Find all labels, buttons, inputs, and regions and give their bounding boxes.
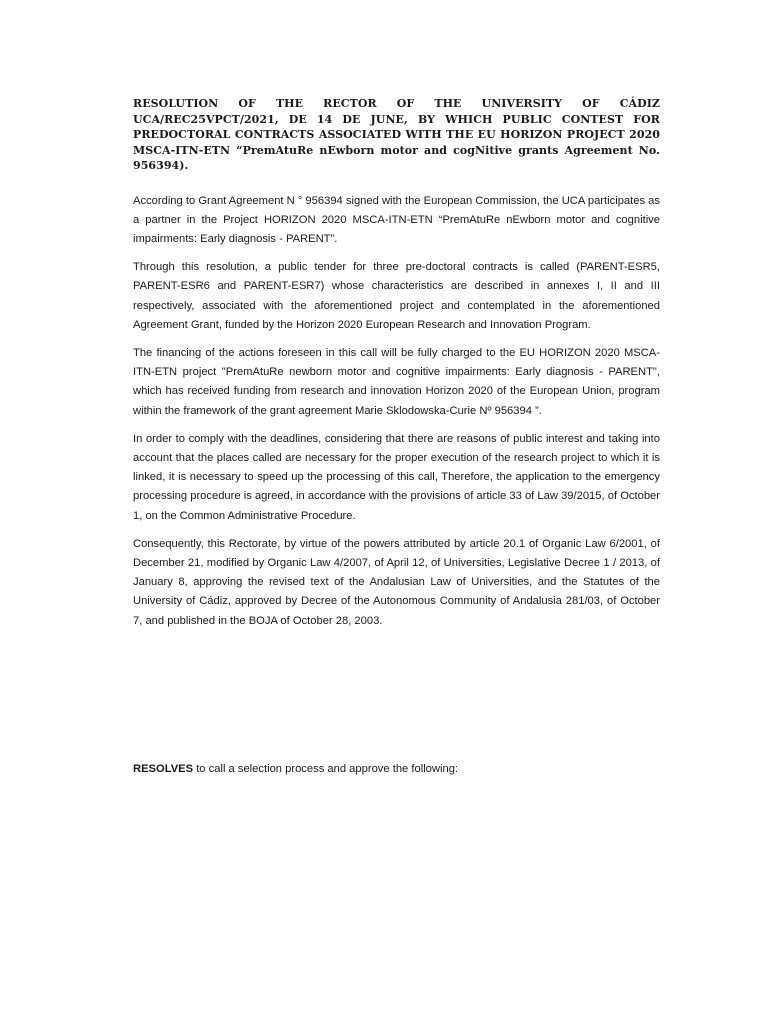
document-title: RESOLUTION OF THE RECTOR OF THE UNIVERSITY OF CÁDIZ UCA/REC25VPCT/2021, DE 14 DE JUNE, BY WHICH PUBLIC CONTEST FOR PREDOCTORAL CONTRACTS ASSOCIATED WITH THE EU HORIZON PROJECT 2020 MSCA-ITN-ETN “PremAtuRe nEwborn motor and cogNitive grants Agreement No. 956394). bbox=[133, 97, 660, 172]
paragraph-deadlines: In order to comply with the deadlines, considering that there are reasons of public interest and taking into account that the places called are necessary for the proper execution of the research project to which it is linked, it is necessary to speed up the processing of this call, Therefore, the application to the emergency processing procedure is agreed, in accordance with the provisions of article 33 of Law 39/2015, of October 1, on the Common Administrative Procedure. bbox=[133, 432, 660, 522]
resolves-label: RESOLVES bbox=[133, 763, 194, 775]
paragraph-financing: The financing of the actions foreseen in this call will be fully charged to the EU HORIZON 2020 MSCA-ITN-ETN project "PremAtuRe newborn motor and cognitive impairments: Early diagnosis - PARENT", which has received funding from research and innovation Horizon 2020 of the European Union, program within the framework of the grant agreement Marie Sklodowska-Curie Nº 956394 ”. bbox=[133, 346, 660, 417]
document-body bbox=[133, 96, 660, 775]
paragraph-public-tender: Through this resolution, a public tender for three pre-doctoral contracts is called (PARENT-ESR5, PARENT-ESR6 and PARENT-ESR7) whose characteristics are described in annexes I, II and III respectively, associated with the aforementioned project and contemplated in the aforementioned Agreement Grant, funded by the Horizon 2020 European Research and Innovation Program. bbox=[133, 261, 660, 331]
resolves-text: to call a selection process and approve the following: bbox=[193, 763, 459, 775]
paragraph-consequently: Consequently, this Rectorate, by virtue of the powers attributed by article 20.1 of Organic Law 6/2001, of December 21, modified by Organic Law 4/2007, of April 12, of Universities, Legislative Decree 1 / 2013, of January 8, approving the revised text of the Andalusian Law of Universities, and the Statutes of the University of Cádiz, approved by Decree of the Autonomous Community of Andalusia 281/03, of October 7, and published in the BOJA of October 28, 2003. bbox=[133, 537, 660, 627]
resolves-statement bbox=[133, 760, 660, 779]
paragraph-grant-agreement: According to Grant Agreement N ° 956394 signed with the European Commission, the UCA participates as a partner in the Project HORIZON 2020 MSCA-ITN-ETN “PremAtuRe nEwborn motor and cognitive impairments: Early diagnosis - PARENT”. bbox=[133, 194, 660, 245]
